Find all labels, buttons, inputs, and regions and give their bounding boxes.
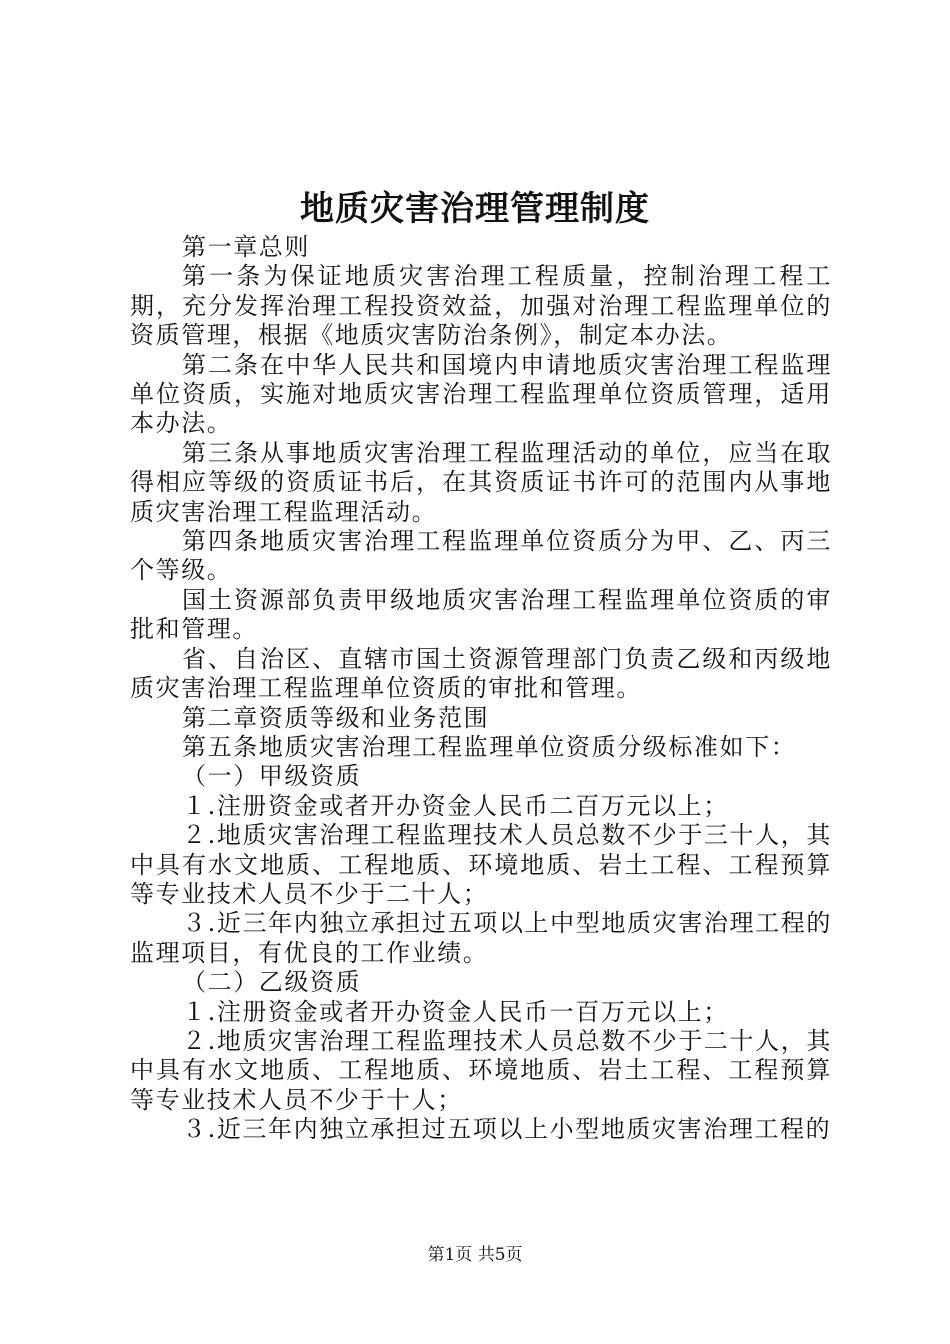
list-item: １.注册资金或者开办资金人民币一百万元以上； [182,997,729,1026]
paragraph: 第二条在中华人民共和国境内申请地质灾害治理工程监理单位资质，实施对地质灾害治理工程监理单位资质管理，适用本办法。 [130,350,832,438]
paragraph: 第一条为保证地质灾害治理工程质量，控制治理工程工期，充分发挥治理工程投资效益，加强对治理工程监理单位的资质管理，根据《地质灾害防治条例》，制定本办法。 [130,262,832,350]
section-heading: （二）乙级资质 [182,968,362,997]
list-item: １.注册资金或者开办资金人民币二百万元以上； [182,791,729,820]
document-title: 地质灾害治理管理制度 [300,189,650,229]
list-item: ３.近三年内独立承担过五项以上中型地质灾害治理工程的监理项目，有优良的工作业绩。 [130,909,832,967]
document-body [130,233,832,1145]
chapter-heading: 第一章总则 [182,233,310,261]
page-footer: 第1页 共5页 [427,1245,523,1265]
list-item: ３.近三年内独立承担过五项以上小型地质灾害治理工程的 [182,1115,832,1144]
list-item: ２.地质灾害治理工程监理技术人员总数不少于二十人，其中具有水文地质、工程地质、环境地质、岩土工程、工程预算等专业技术人员不少于十人； [130,1026,832,1114]
paragraph: 第四条地质灾害治理工程监理单位资质分为甲、乙、丙三个等级。 [130,527,832,585]
chapter-heading: 第二章资质等级和业务范围 [182,703,490,732]
list-item: ２.地质灾害治理工程监理技术人员总数不少于三十人，其中具有水文地质、工程地质、环境地质、岩土工程、工程预算等专业技术人员不少于二十人； [130,821,832,908]
paragraph: 国土资源部负责甲级地质灾害治理工程监理单位资质的审批和管理。 [130,585,832,644]
paragraph: 第三条从事地质灾害治理工程监理活动的单位，应当在取得相应等级的资质证书后，在其资质证书许可的范围内从事地质灾害治理工程监理活动。 [130,438,832,526]
section-heading: （一）甲级资质 [182,762,362,791]
paragraph: 第五条地质灾害治理工程监理单位资质分级标准如下： [182,732,797,761]
paragraph: 省、自治区、直辖市国土资源管理部门负责乙级和丙级地质灾害治理工程监理单位资质的审批和管理。 [130,644,832,703]
